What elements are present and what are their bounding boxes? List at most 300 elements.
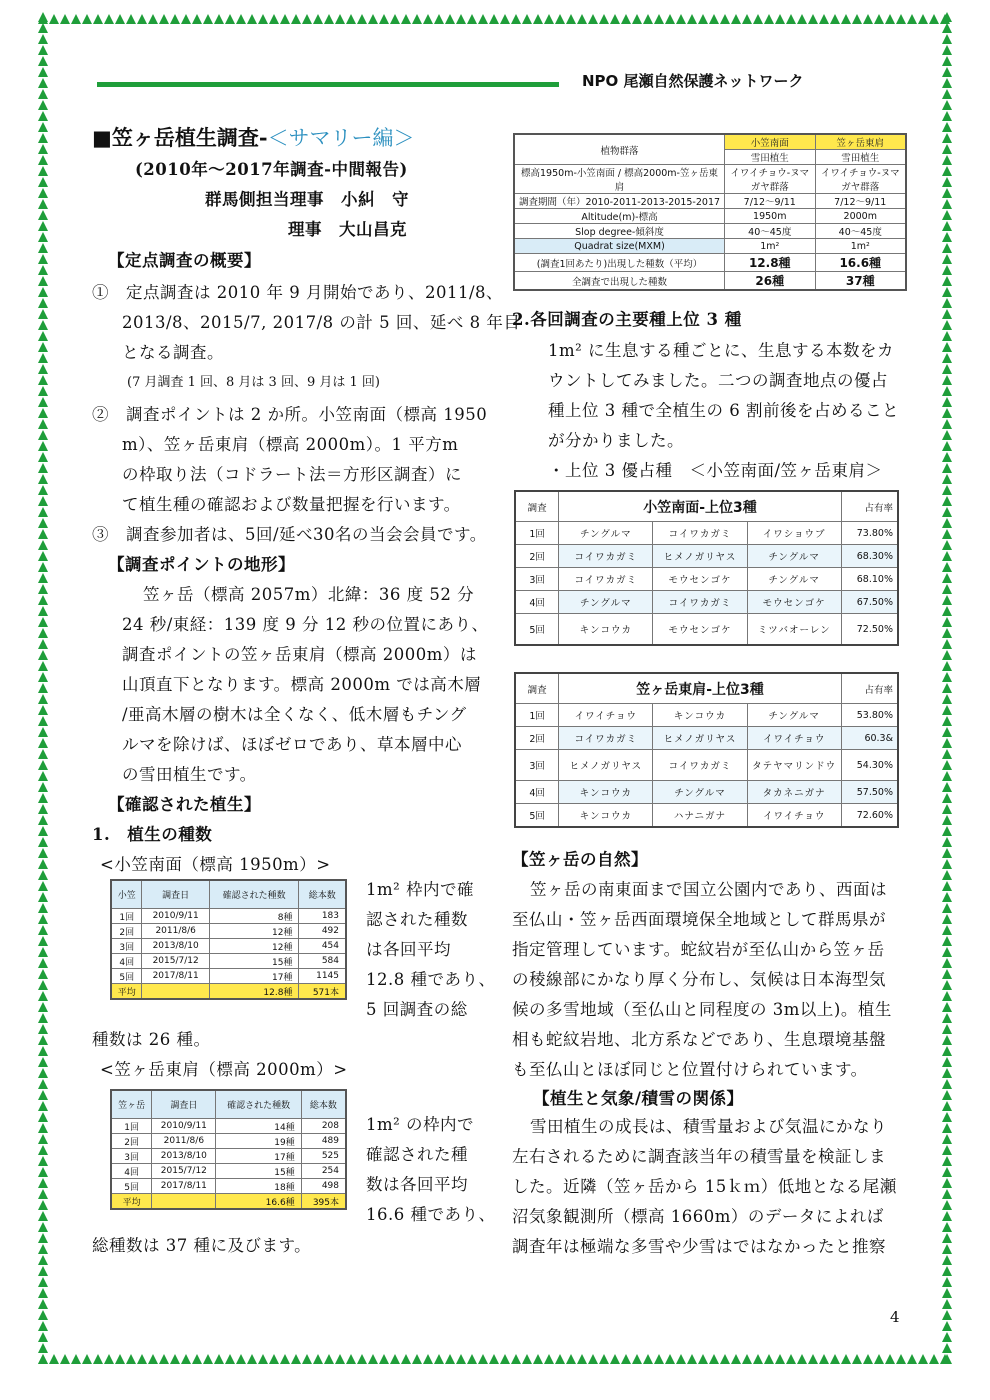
paragraph-line: 雪田植生の成長は、積雪量および気温にかなり: [530, 1117, 887, 1136]
border-triangle: [599, 1354, 609, 1364]
border-triangle: [38, 243, 48, 253]
border-triangle: [38, 914, 48, 924]
paragraph-line: 相も蛇紋岩地、北方系などであり、生息環境基盤: [512, 1030, 886, 1049]
border-triangle: [942, 1343, 952, 1353]
border-triangle: [942, 760, 952, 770]
border-triangle: [610, 1354, 620, 1364]
border-triangle: [38, 122, 48, 132]
border-triangle: [942, 45, 952, 55]
ranking-table-ogasa: 調査 小笠南面-上位3種 占有率 1回 チングルマ コイワカガミ イワショウブ 73.80% 2回 コイワカガミ ヒメノガリヤス チングルマ 68.30% 3回 コイワカガミ モウセンゴケ チングルマ 68.10% 4回 チングルマ コイワカガミ モウセンゴケ 67.50% 5回 キンコウカ モウセンゴケ ミツバオーレン 72.50%: [514, 490, 899, 646]
border-triangle: [942, 1079, 952, 1089]
border-triangle: [192, 14, 202, 24]
border-triangle: [786, 1354, 796, 1364]
border-triangle: [819, 14, 829, 24]
paragraph-line: が分かりました。: [548, 431, 684, 450]
paragraph-line: 5 回調査の総: [366, 1000, 468, 1019]
border-triangle: [907, 14, 917, 24]
border-triangle: [942, 1145, 952, 1155]
border-triangle: [918, 1354, 928, 1364]
border-triangle: [38, 1134, 48, 1144]
border-triangle: [214, 1354, 224, 1364]
border-triangle: [445, 1354, 455, 1364]
border-triangle: [38, 12, 48, 22]
border-triangle: [942, 936, 952, 946]
table-row: 3回 2013/8/10 12種 454: [111, 939, 346, 954]
border-triangle: [38, 826, 48, 836]
border-triangle: [942, 364, 952, 374]
border-triangle: [942, 342, 952, 352]
border-triangle: [38, 199, 48, 209]
border-triangle: [687, 1354, 697, 1364]
section-heading: 2.各回調査の主要種上位 3 種: [512, 310, 742, 329]
border-triangle: [942, 320, 952, 330]
table-row-average: 平均 12.8種 571本: [111, 984, 346, 1000]
border-triangle: [665, 1354, 675, 1364]
border-triangle: [896, 1354, 906, 1364]
border-triangle: [434, 14, 444, 24]
border-triangle: [60, 1354, 70, 1364]
table-row: 2回 2011/8/6 19種 489: [111, 1134, 346, 1149]
border-triangle: [38, 1233, 48, 1243]
border-triangle: [104, 14, 114, 24]
border-triangle: [379, 14, 389, 24]
border-triangle: [38, 89, 48, 99]
table-row: 5回 キンコウカ ハナニガナ イワイチョウ 72.60%: [515, 804, 898, 828]
border-triangle: [942, 892, 952, 902]
border-triangle: [159, 1354, 169, 1364]
paragraph-line: 笠ヶ岳の南東面まで国立公園内であり、西面は: [530, 880, 887, 899]
border-triangle: [885, 1354, 895, 1364]
border-triangle: [49, 1354, 59, 1364]
border-triangle: [38, 144, 48, 154]
border-triangle: [423, 14, 433, 24]
border-triangle: [676, 1354, 686, 1364]
paragraph-line: ③ 調査参加者は、5回/延べ30名の当会会員です。: [92, 525, 487, 544]
border-triangle: [291, 1354, 301, 1364]
border-triangle: [148, 1354, 158, 1364]
border-triangle: [942, 793, 952, 803]
paragraph-line: 種上位 3 種で全植生の 6 割前後を占めること: [548, 401, 899, 420]
border-triangle: [942, 848, 952, 858]
border-triangle: [720, 1354, 730, 1364]
border-triangle: [566, 1354, 576, 1364]
border-triangle: [863, 14, 873, 24]
border-triangle: [38, 771, 48, 781]
border-triangle: [942, 1255, 952, 1265]
section-heading: 【植生と気象/積雪の関係】: [533, 1089, 744, 1108]
border-triangle: [269, 1354, 279, 1364]
border-triangle: [38, 452, 48, 462]
border-triangle: [942, 1090, 952, 1100]
border-triangle: [643, 1354, 653, 1364]
border-triangle: [942, 221, 952, 231]
species-count-table-kasagatake: 笠ヶ岳 調査日 確認された種数 総本数 1回 2010/9/11 14種 208 2回 2011/8/6 19種 489 3回 2013/8/10 17種 525 4回 2015/7/12 15種 254 5回 2017/8/11 18種 498 平均 16.6種 395本: [110, 1089, 347, 1210]
border-triangle: [942, 1288, 952, 1298]
border-triangle: [942, 309, 952, 319]
border-triangle: [942, 661, 952, 671]
border-triangle: [38, 529, 48, 539]
table-row: 4回 2015/7/12 15種 584: [111, 954, 346, 969]
border-triangle: [942, 441, 952, 451]
table-row: 4回 キンコウカ チングルマ タカネニガナ 57.50%: [515, 781, 898, 804]
border-triangle: [942, 1178, 952, 1188]
paragraph-line: 種数は 26 種。: [92, 1030, 211, 1049]
decorative-border-top: [38, 12, 952, 26]
border-triangle: [38, 265, 48, 275]
paragraph-line: 1m² 枠内で確: [366, 880, 475, 899]
border-triangle: [38, 1024, 48, 1034]
border-triangle: [511, 1354, 521, 1364]
table-row: 5回 2017/8/11 17種 1145: [111, 969, 346, 984]
border-triangle: [38, 1277, 48, 1287]
border-triangle: [38, 1288, 48, 1298]
border-triangle: [942, 1321, 952, 1331]
paragraph-line: の稜線部にかなり厚く分布し、気候は日本海型気: [512, 970, 886, 989]
paragraph-line: 16.6 種であり、: [366, 1205, 496, 1224]
ranking-table-kasagatake: 調査 笠ヶ岳東肩-上位3種 占有率 1回 イワイチョウ キンコウカ チングルマ 53.80% 2回 コイワカガミ ヒメノガリヤス イワイチョウ 60.3& 3回 ヒメノガリヤス コイワカガミ タテヤマリンドウ 54.30% 4回 キンコウカ チングルマ タカネニガナ 57.50% 5回 キンコウカ ハナニガナ イワイチョウ 72.60%: [514, 672, 899, 828]
border-triangle: [38, 100, 48, 110]
paragraph-line: 2013/8、2015/7, 2017/8 の計 5 回、延べ 8 年目: [122, 313, 521, 332]
border-triangle: [38, 628, 48, 638]
section-heading: 1. 植生の種数: [92, 825, 213, 844]
border-triangle: [489, 14, 499, 24]
border-triangle: [38, 1068, 48, 1078]
border-triangle: [93, 14, 103, 24]
border-triangle: [764, 1354, 774, 1364]
border-triangle: [38, 661, 48, 671]
table-row: Altitude(m)-標高 1950m 2000m: [514, 209, 906, 224]
border-triangle: [942, 749, 952, 759]
border-triangle: [942, 628, 952, 638]
border-triangle: [467, 1354, 477, 1364]
border-triangle: [126, 14, 136, 24]
border-triangle: [82, 14, 92, 24]
border-triangle: [942, 144, 952, 154]
table-row: Quadrat size(MXM) 1m² 1m²: [514, 239, 906, 254]
border-triangle: [942, 210, 952, 220]
border-triangle: [38, 45, 48, 55]
border-triangle: [38, 892, 48, 902]
border-triangle: [918, 14, 928, 24]
border-triangle: [38, 67, 48, 77]
table-row: 1回 イワイチョウ キンコウカ チングルマ 53.80%: [515, 704, 898, 727]
border-triangle: [38, 485, 48, 495]
border-triangle: [500, 1354, 510, 1364]
border-triangle: [544, 14, 554, 24]
border-triangle: [38, 386, 48, 396]
paragraph-line: 1m² の枠内で: [366, 1115, 475, 1134]
border-triangle: [654, 14, 664, 24]
border-triangle: [841, 14, 851, 24]
border-triangle: [38, 254, 48, 264]
border-triangle: [942, 991, 952, 1001]
border-triangle: [942, 56, 952, 66]
border-triangle: [38, 804, 48, 814]
border-triangle: [38, 1255, 48, 1265]
border-triangle: [742, 14, 752, 24]
border-triangle: [907, 1354, 917, 1364]
paragraph-line: の雪田植生です。: [122, 765, 257, 784]
border-triangle: [170, 1354, 180, 1364]
paragraph-line: ② 調査ポイントは 2 か所。小笠南面（標高 1950: [92, 405, 488, 424]
border-triangle: [577, 14, 587, 24]
border-triangle: [38, 551, 48, 561]
border-triangle: [456, 14, 466, 24]
border-triangle: [38, 1189, 48, 1199]
border-triangle: [38, 617, 48, 627]
border-triangle: [533, 14, 543, 24]
border-triangle: [368, 14, 378, 24]
border-triangle: [445, 14, 455, 24]
border-triangle: [38, 23, 48, 33]
border-triangle: [654, 1354, 664, 1364]
header-rule: [97, 82, 559, 87]
section-heading: 【確認された植生】: [108, 795, 261, 814]
border-triangle: [942, 980, 952, 990]
table-row: 調査期間（年）2010-2011-2013-2015-2017 7/12～9/11 7/12～9/11: [514, 194, 906, 209]
border-triangle: [38, 694, 48, 704]
border-triangle: [942, 837, 952, 847]
border-triangle: [38, 650, 48, 660]
table-row: 1回 2010/9/11 8種 183: [111, 909, 346, 924]
table-row-average: 平均 16.6種 395本: [111, 1194, 346, 1210]
border-triangle: [38, 881, 48, 891]
border-triangle: [38, 870, 48, 880]
border-triangle: [38, 595, 48, 605]
section-heading: 【調査ポイントの地形】: [108, 555, 295, 574]
border-triangle: [38, 540, 48, 550]
decorative-border-right: [940, 12, 954, 1366]
border-triangle: [38, 34, 48, 44]
border-triangle: [942, 1244, 952, 1254]
paragraph-line: となる調査。: [122, 343, 224, 362]
border-triangle: [38, 903, 48, 913]
border-triangle: [38, 1222, 48, 1232]
border-triangle: [38, 309, 48, 319]
border-triangle: [942, 1233, 952, 1243]
border-triangle: [942, 881, 952, 891]
border-triangle: [942, 683, 952, 693]
table-row: 3回 ヒメノガリヤス コイワカガミ タテヤマリンドウ 54.30%: [515, 750, 898, 781]
border-triangle: [709, 1354, 719, 1364]
border-triangle: [203, 14, 213, 24]
page-title: ■笠ヶ岳植生調査-＜サマリー編＞: [92, 125, 415, 150]
border-triangle: [533, 1354, 543, 1364]
paragraph-line: /亜高木層の樹木は全くなく、低木層もチング: [122, 705, 467, 724]
border-triangle: [753, 14, 763, 24]
border-triangle: [247, 14, 257, 24]
paragraph-line: 認された種数: [366, 910, 468, 929]
paragraph-line: 指定管理しています。蛇紋岩が至仏山から笠ヶ岳: [512, 940, 885, 959]
border-triangle: [942, 1266, 952, 1276]
border-triangle: [632, 1354, 642, 1364]
border-triangle: [942, 287, 952, 297]
paragraph-line: ルマを除けば、ほぼゼロであり、草本層中心: [122, 735, 462, 754]
border-triangle: [335, 14, 345, 24]
paragraph-line: ① 定点調査は 2010 年 9 月開始であり、2011/8、: [92, 283, 504, 302]
border-triangle: [38, 342, 48, 352]
border-triangle: [942, 89, 952, 99]
border-triangle: [566, 14, 576, 24]
border-triangle: [280, 1354, 290, 1364]
decorative-border-left: [36, 12, 50, 1366]
border-triangle: [942, 914, 952, 924]
border-triangle: [942, 1024, 952, 1034]
border-triangle: [225, 14, 235, 24]
border-triangle: [38, 562, 48, 572]
border-triangle: [942, 716, 952, 726]
subheading: <笠ヶ岳東肩（標高 2000m）>: [100, 1060, 348, 1079]
border-triangle: [942, 639, 952, 649]
border-triangle: [38, 1211, 48, 1221]
paragraph-line: 24 秒/東経：139 度 9 分 12 秒の位置にあり、: [122, 615, 489, 634]
summary-table: 植物群落 小笠南面 笠ヶ岳東肩 雪田植生 雪田植生 標高1950m-小笠南面 / 標高2000m-笠ヶ岳東肩 イワイチョウ-ヌマガヤ群落 イワイチョウ-ヌマガヤ群落 調査期間（年）2010-2011-2013-2015-2017 7/12～9/11 7/12～9/11 Altitude(m)-標高 1950m 2000m Slop degree-傾斜度 40～45度 40～45度 Quadrat size(MXM) 1m² 1m² (調査1回あたり)出現した種数（平均） 12.8種 16.6種 全調査で出現した種数 26種 37種: [513, 133, 907, 291]
paragraph-line: 至仏山・笠ヶ岳西面環境保全地域として群馬県が: [512, 910, 886, 929]
border-triangle: [38, 1244, 48, 1254]
paragraph-line: 数は各回平均: [366, 1175, 468, 1194]
border-triangle: [942, 111, 952, 121]
table-row: 5回 2017/8/11 18種 498: [111, 1179, 346, 1194]
border-triangle: [38, 606, 48, 616]
border-triangle: [632, 14, 642, 24]
border-triangle: [500, 14, 510, 24]
border-triangle: [942, 1299, 952, 1309]
border-triangle: [942, 694, 952, 704]
border-triangle: [665, 14, 675, 24]
border-triangle: [38, 859, 48, 869]
border-triangle: [269, 14, 279, 24]
author-1: 群馬側担当理事 小糾 守: [205, 190, 409, 209]
border-triangle: [942, 298, 952, 308]
border-triangle: [942, 551, 952, 561]
border-triangle: [38, 815, 48, 825]
table-row: 2回 2011/8/6 12種 492: [111, 924, 346, 939]
border-triangle: [38, 1046, 48, 1056]
border-triangle: [38, 276, 48, 286]
border-triangle: [544, 1354, 554, 1364]
border-triangle: [863, 1354, 873, 1364]
border-triangle: [942, 1354, 952, 1364]
paragraph-line: m）、笠ヶ岳東肩（標高 2000m）。1 平方m: [122, 435, 459, 454]
border-triangle: [38, 298, 48, 308]
border-triangle: [38, 166, 48, 176]
border-triangle: [522, 14, 532, 24]
border-triangle: [49, 14, 59, 24]
border-triangle: [942, 430, 952, 440]
border-triangle: [942, 1134, 952, 1144]
paragraph-line: 調査ポイントの笠ヶ岳東肩（標高 2000m）は: [122, 645, 477, 664]
border-triangle: [841, 1354, 851, 1364]
paragraph-line: 確認された種: [366, 1145, 468, 1164]
border-triangle: [942, 452, 952, 462]
border-triangle: [942, 507, 952, 517]
table-row: 1回 2010/9/11 14種 208: [111, 1119, 346, 1134]
border-triangle: [71, 14, 81, 24]
border-triangle: [93, 1354, 103, 1364]
decorative-border-bottom: [38, 1352, 952, 1366]
border-triangle: [38, 1266, 48, 1276]
border-triangle: [874, 1354, 884, 1364]
note: (7 月調査 1 回、8 月は 3 回、9 月は 1 回): [127, 375, 380, 390]
border-triangle: [942, 408, 952, 418]
border-triangle: [148, 14, 158, 24]
border-triangle: [357, 14, 367, 24]
border-triangle: [467, 14, 477, 24]
border-triangle: [942, 925, 952, 935]
border-triangle: [60, 14, 70, 24]
border-triangle: [852, 14, 862, 24]
border-triangle: [929, 1354, 939, 1364]
border-triangle: [942, 771, 952, 781]
border-triangle: [181, 14, 191, 24]
border-triangle: [258, 14, 268, 24]
border-triangle: [942, 870, 952, 880]
border-triangle: [942, 23, 952, 33]
border-triangle: [137, 14, 147, 24]
border-triangle: [225, 1354, 235, 1364]
border-triangle: [942, 1068, 952, 1078]
border-triangle: [676, 14, 686, 24]
border-triangle: [38, 573, 48, 583]
border-triangle: [137, 1354, 147, 1364]
border-triangle: [313, 1354, 323, 1364]
border-triangle: [258, 1354, 268, 1364]
border-triangle: [489, 1354, 499, 1364]
border-triangle: [942, 804, 952, 814]
border-triangle: [942, 243, 952, 253]
border-triangle: [852, 1354, 862, 1364]
border-triangle: [942, 738, 952, 748]
border-triangle: [38, 1079, 48, 1089]
border-triangle: [38, 331, 48, 341]
border-triangle: [38, 936, 48, 946]
border-triangle: [38, 639, 48, 649]
border-triangle: [942, 1277, 952, 1287]
table-row: (調査1回あたり)出現した種数（平均） 12.8種 16.6種: [514, 254, 906, 272]
border-triangle: [942, 1189, 952, 1199]
border-triangle: [942, 1002, 952, 1012]
border-triangle: [38, 177, 48, 187]
border-triangle: [797, 1354, 807, 1364]
border-triangle: [942, 562, 952, 572]
border-triangle: [942, 188, 952, 198]
border-triangle: [942, 969, 952, 979]
border-triangle: [942, 1057, 952, 1067]
species-count-table-ogasa: 小笠 調査日 確認された種数 総本数 1回 2010/9/11 8種 183 2回 2011/8/6 12種 492 3回 2013/8/10 12種 454 4回 2015/7/12 15種 584 5回 2017/8/11 17種 1145 平均 12.8種 571本: [110, 879, 347, 1000]
border-triangle: [324, 14, 334, 24]
border-triangle: [942, 375, 952, 385]
border-triangle: [38, 980, 48, 990]
border-triangle: [38, 155, 48, 165]
border-triangle: [38, 133, 48, 143]
border-triangle: [38, 716, 48, 726]
border-triangle: [302, 1354, 312, 1364]
border-triangle: [38, 78, 48, 88]
border-triangle: [38, 232, 48, 242]
border-triangle: [942, 463, 952, 473]
border-triangle: [38, 111, 48, 121]
border-triangle: [942, 386, 952, 396]
border-triangle: [764, 14, 774, 24]
border-triangle: [942, 1035, 952, 1045]
border-triangle: [942, 276, 952, 286]
subheading: <小笠南面（標高 1950m）>: [100, 855, 331, 874]
paragraph-line: 候の多雪地域（至仏山と同程度の 3m以上)。植生: [512, 1000, 892, 1019]
border-triangle: [38, 518, 48, 528]
paragraph-line: した。近隣（笠ヶ岳から 15ｋｍ）低地となる尾瀬: [512, 1177, 897, 1196]
table-row: 4回 チングルマ コイワカガミ モウセンゴケ 67.50%: [515, 591, 898, 614]
border-triangle: [434, 1354, 444, 1364]
